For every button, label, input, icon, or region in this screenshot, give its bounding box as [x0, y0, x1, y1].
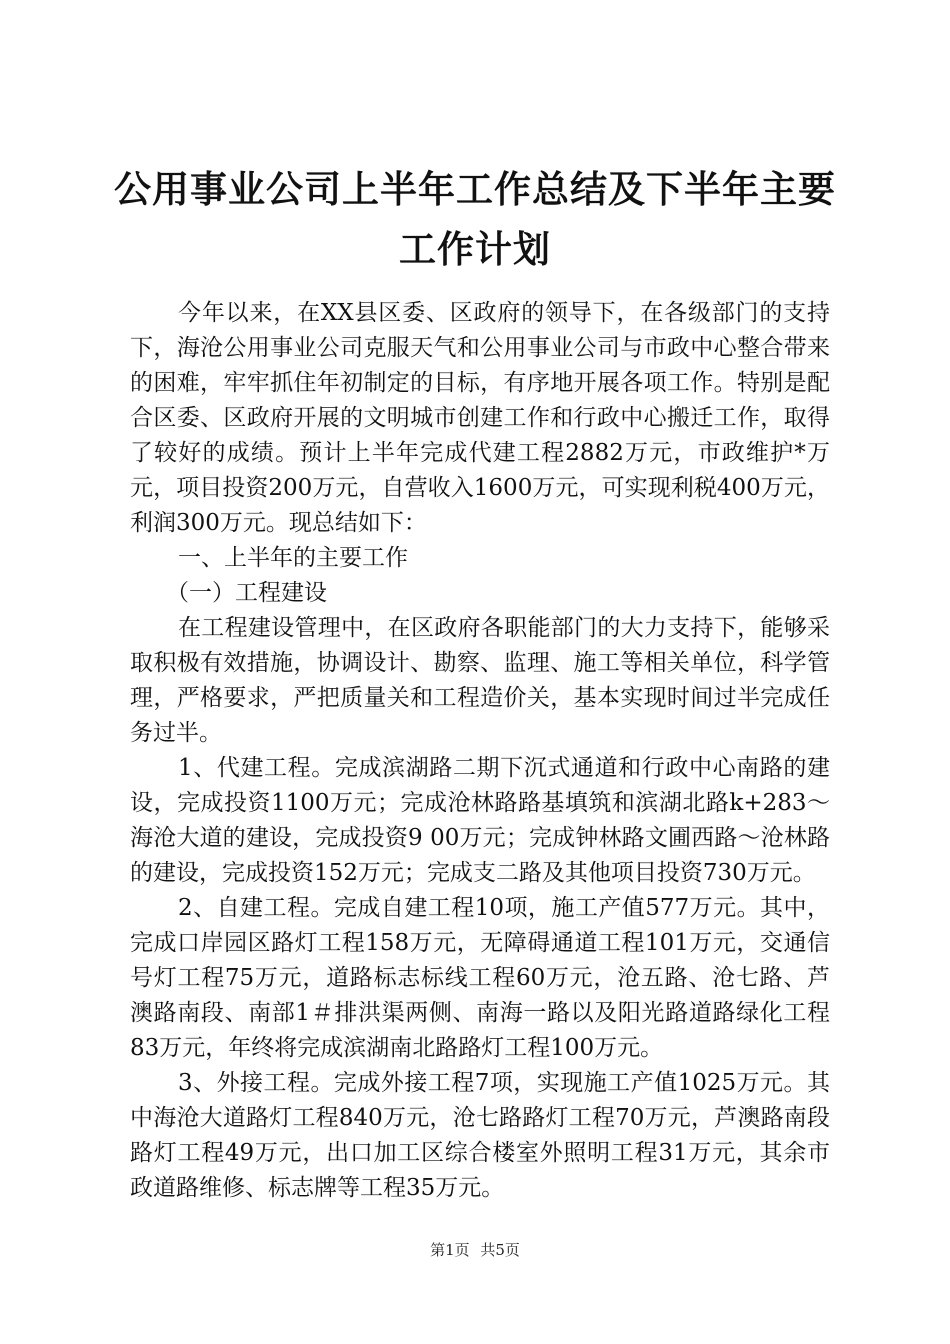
document-body — [130, 296, 830, 1206]
subsection-heading: （一）工程建设 — [166, 580, 327, 606]
body-paragraph: 在工程建设管理中，在区政府各职能部门的大力支持下，能够采取积极有效措施，协调设计、勘察、监理、施工等相关单位，科学管理，严格要求，严把质量关和工程造价关，基本实现时间过半完成任务过半。 — [130, 615, 830, 746]
intro-paragraph: 今年以来，在XX县区委、区政府的领导下，在各级部门的支持下，海沧公用事业公司克服天气和公用事业公司与市政中心整合带来的困难，牢牢抓住年初制定的目标，有序地开展各项工作。特别是配合区委、区政府开展的文明城市创建工作和行政中心搬迁工作，取得了较好的成绩。预计上半年完成代建工程2882万元，市政维护*万元，项目投资200万元，自营收入1600万元，可实现利税400万元，利润300万元。现总结如下： — [130, 300, 830, 536]
page-footer — [0, 1240, 950, 1260]
document-title: 公用事业公司上半年工作总结及下半年主要工作计划 — [114, 168, 836, 271]
page-total: 共5页 — [480, 1241, 520, 1259]
section-heading: 一、上半年的主要工作 — [178, 545, 408, 571]
page-number: 第1页 — [430, 1241, 470, 1259]
list-paragraph: 2、自建工程。完成自建工程10项，施工产值577万元。其中，完成口岸园区路灯工程158万元，无障碍通道工程101万元，交通信号灯工程75万元，道路标志标线工程60万元，沧五路、沧七路、芦澳路南段、南部1＃排洪渠两侧、南海一路以及阳光路道路绿化工程83万元，年终将完成滨湖南北路路灯工程100万元。 — [130, 895, 830, 1061]
list-paragraph: 3、外接工程。完成外接工程7项，实现施工产值1025万元。其中海沧大道路灯工程840万元，沧七路路灯工程70万元，芦澳路南段路灯工程49万元，出口加工区综合楼室外照明工程31万元，其余市政道路维修、标志牌等工程35万元。 — [130, 1070, 830, 1201]
list-paragraph: 1、代建工程。完成滨湖路二期下沉式通道和行政中心南路的建设，完成投资1100万元；完成沧林路路基填筑和滨湖北路k+283～海沧大道的建设，完成投资9 00万元；完成钟林路文圃西路～沧林路的建设，完成投资152万元；完成支二路及其他项目投资730万元。 — [130, 755, 830, 886]
